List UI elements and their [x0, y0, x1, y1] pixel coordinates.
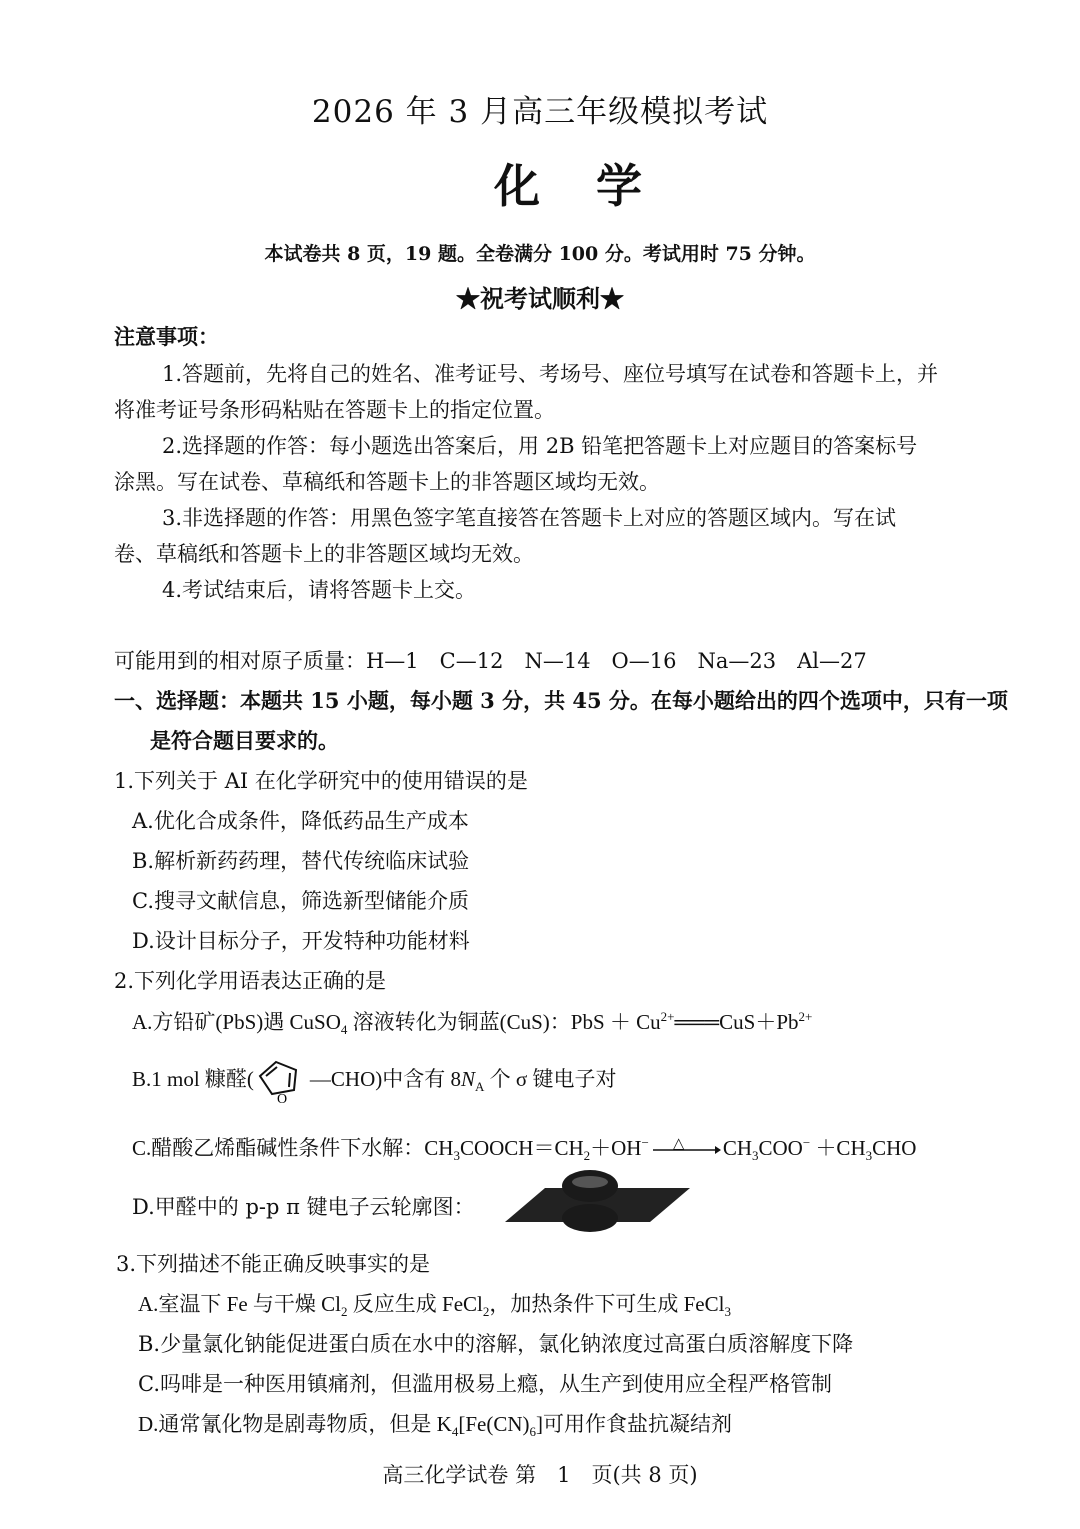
- notice-item-1: 1.答题前，先将自己的姓名、准考证号、考场号、座位号填写在试卷和答题卡上，并: [162, 362, 939, 386]
- q2-option-a: A.方铅矿(PbS)遇 CuSO$_4$ 溶液转化为铜蓝(CuS)：PbS ＋ $Cu^{2+}═══CuS+Pb^{2+}$: [132, 1009, 813, 1038]
- q2-option-b: B.1 mol 糠醛( O —CHO)中含有 $8N_A$ 个 σ 键电子对: [132, 1058, 617, 1104]
- furan-oxygen-label: O: [276, 1092, 288, 1104]
- notice-item-3: 3.非选择题的作答：用黑色签字笔直接答在答题卡上对应的答题区域内。写在试: [162, 506, 897, 530]
- reaction-arrow: △: [651, 1140, 721, 1160]
- q1-option-a: A.优化合成条件，降低药品生产成本: [132, 809, 469, 833]
- q2-stem: 2.下列化学用语表达正确的是: [114, 969, 387, 993]
- notice-item-2: 2.选择题的作答：每小题选出答案后，用 2B 铅笔把答题卡上对应题目的答案标号: [162, 434, 918, 458]
- q3-option-a: A.室温下 Fe 与干燥 $Cl_2$ 反应生成 FeCl$_2$，加热条件下可生成 FeCl$_3$: [138, 1292, 731, 1320]
- good-luck-banner: ★祝考试顺利★: [456, 284, 624, 313]
- notice-item-1-cont: 将准考证号条形码粘贴在答题卡上的指定位置。: [114, 398, 555, 422]
- notice-item-4: 4.考试结束后，请将答题卡上交。: [162, 578, 477, 602]
- page-footer: 高三化学试卷 第 1 页(共 8 页): [382, 1463, 698, 1487]
- q2-option-d: D.甲醛中的 p-p π 键电子云轮廓图：: [132, 1195, 475, 1219]
- atomic-masses: 可能用到的相对原子质量：H—1 C—12 N—14 O—16 Na—23 Al—27: [114, 649, 867, 673]
- notice-item-2-cont: 涂黑。写在试卷、草稿纸和答题卡上的非答题区域均无效。: [114, 470, 660, 494]
- q3-stem: 3.下列描述不能正确反映事实的是: [116, 1252, 431, 1276]
- q3-option-c: C.吗啡是一种医用镇痛剂，但滥用极易上瘾，从生产到使用应全程严格管制: [138, 1372, 832, 1396]
- q1-option-d: D.设计目标分子，开发特种功能材料: [132, 929, 470, 953]
- exam-title: 2026 年 3 月高三年级模拟考试: [311, 94, 769, 130]
- pi-bond-electron-cloud-diagram: [505, 1168, 690, 1232]
- furfural-ring-diagram: [254, 1058, 310, 1104]
- notice-item-3-cont: 卷、草稿纸和答题卡上的非答题区域均无效。: [114, 542, 534, 566]
- q3-option-d: D.通常氰化物是剧毒物质，但是 $K_4[Fe(CN)_6]$可用作食盐抗凝结剂: [138, 1412, 732, 1440]
- section-1-heading: 一、选择题：本题共 15 小题，每小题 3 分，共 45 分。在每小题给出的四个选项中，只有一项: [114, 688, 1008, 713]
- q1-stem: 1.下列关于 AI 在化学研究中的使用错误的是: [114, 769, 528, 793]
- notice-heading: 注意事项：: [114, 324, 219, 349]
- q3-option-b: B.少量氯化钠能促进蛋白质在水中的溶解，氯化钠浓度过高蛋白质溶解度下降: [138, 1332, 854, 1356]
- q1-option-b: B.解析新药药理，替代传统临床试验: [132, 849, 470, 873]
- section-1-heading-cont: 是符合题目要求的。: [150, 728, 339, 753]
- exam-info: 本试卷共 8 页，19 题。全卷满分 100 分。考试用时 75 分钟。: [264, 243, 816, 265]
- q2-option-c: C.醋酸乙烯酯碱性条件下水解：$CH_3COOCH=CH_2+OH^-$ △ $CH_3COO^- +CH_3CHO$: [132, 1135, 917, 1164]
- subject-title: 化学: [494, 159, 698, 213]
- q1-option-c: C.搜寻文献信息，筛选新型储能介质: [132, 889, 469, 913]
